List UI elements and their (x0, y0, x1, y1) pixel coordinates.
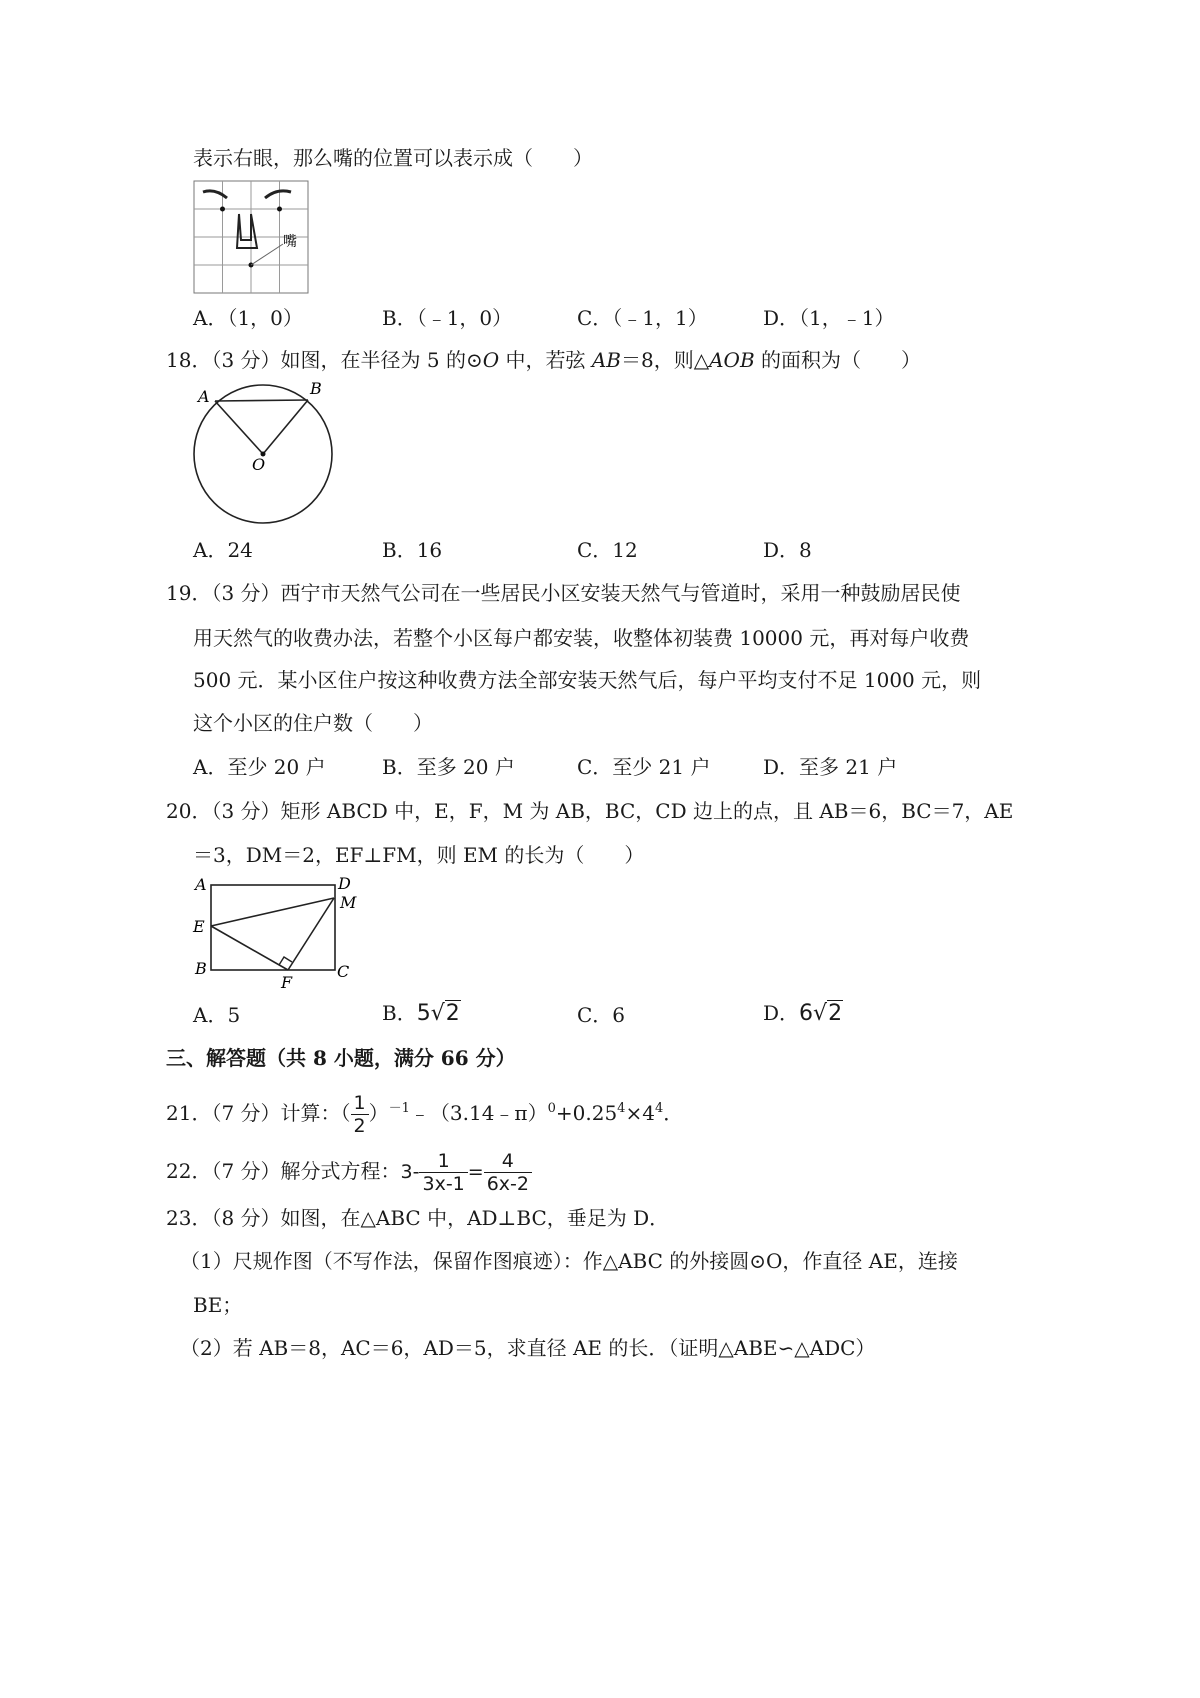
q20-option-b: B．5√2 (382, 1001, 460, 1026)
q18-option-d: D．8 (763, 538, 812, 562)
q20-option-d: D．6√2 (763, 1001, 843, 1026)
q20-label-c: C (337, 962, 350, 981)
q18-text: 18．（3 分）如图，在半径为 5 的⊙O 中，若弦 AB＝8，则△AOB 的面积为（ ） (166, 348, 922, 372)
q20-label-m: M (340, 893, 357, 912)
q18-option-c: C．12 (577, 538, 638, 562)
q20-option-a: A．5 (193, 1003, 241, 1027)
q17-option-b: B．（﹣1，0） (382, 306, 513, 330)
q20-option-c: C．6 (577, 1003, 626, 1027)
q19-option-d: D．至多 21 户 (763, 755, 898, 779)
q20-line-2: ＝3，DM＝2，EF⊥FM，则 EM 的长为（ ） (193, 843, 645, 867)
q19-line-2: 用天然气的收费办法，若整个小区每户都安装，收整体初装费 10000 元，再对每户收费 (193, 626, 970, 650)
q19-line-3: 500 元．某小区住户按这种收费方法全部安装天然气后，每户平均支付不足 1000 元，则 (193, 668, 982, 692)
q23-line-2: （1）尺规作图（不写作法，保留作图痕迹）：作△ABC 的外接圆⊙O，作直径 AE，连接 (180, 1249, 958, 1273)
q17-option-d: D．（1，﹣1） (763, 306, 895, 330)
q23-line-3: BE； (193, 1293, 243, 1317)
q20-line-1: 20．（3 分）矩形 ABCD 中，E，F，M 为 AB，BC，CD 边上的点，且 AB＝6，BC＝7，AE (166, 799, 1014, 823)
q18-option-b: B．16 (382, 538, 443, 562)
q17-option-c: C．（﹣1，1） (577, 306, 708, 330)
q19-option-a: A．至少 20 户 (193, 755, 326, 779)
q20-label-b: B (195, 959, 207, 978)
section-3-heading: 三、解答题（共 8 小题，满分 66 分） (166, 1046, 516, 1070)
q18-label-a: A (198, 387, 210, 406)
q18-option-a: A．24 (193, 538, 253, 562)
q22-fraction-1: $\frac{1}{3x-1}$ (419, 1150, 467, 1195)
q18-circle-figure (186, 378, 346, 528)
q20-label-d: D (338, 874, 351, 893)
q17-option-a: A．（1，0） (193, 306, 303, 330)
q20-label-f: F (281, 973, 293, 992)
q23-line-1: 23．（8 分）如图，在△ABC 中，AD⊥BC，垂足为 D． (166, 1206, 670, 1230)
q23-line-4: （2）若 AB＝8，AC＝6，AD＝5，求直径 AE 的长．（证明△ABE∽△ADC） (180, 1336, 876, 1360)
q17-text: 表示右眼，那么嘴的位置可以表示成（ ） (193, 146, 593, 170)
q19-option-b: B．至多 20 户 (382, 755, 515, 779)
q19-line-4: 这个小区的住户数（ ） (193, 711, 433, 735)
q19-option-c: C．至少 21 户 (577, 755, 711, 779)
q21-text: 21．（7 分）计算：（ $\frac{1}{2}$ ）$^{-1}﹣(3.14﹣\pi)^0+0.25^4\times 4^4$． (166, 1092, 684, 1137)
q19-line-1: 19．（3 分）西宁市天然气公司在一些居民小区安装天然气与管道时，采用一种鼓励居民使 (166, 581, 961, 605)
q18-label-o: O (252, 455, 266, 474)
q21-fraction: $\frac{1}{2}$ (351, 1092, 369, 1137)
q18-label-b: B (310, 379, 322, 398)
q22-text: 22．（7 分）解分式方程：3- $\frac{1}{3x-1}$ = $\frac{4}{6x-2}$ (166, 1150, 532, 1195)
q17-mouth-label: 嘴 (283, 234, 297, 250)
q20-label-a: A (195, 875, 207, 894)
q22-fraction-2: $\frac{4}{6x-2}$ (484, 1150, 532, 1195)
q20-rectangle-figure (190, 870, 370, 995)
q17-face-grid-figure (193, 180, 310, 295)
q20-label-e: E (193, 917, 205, 936)
